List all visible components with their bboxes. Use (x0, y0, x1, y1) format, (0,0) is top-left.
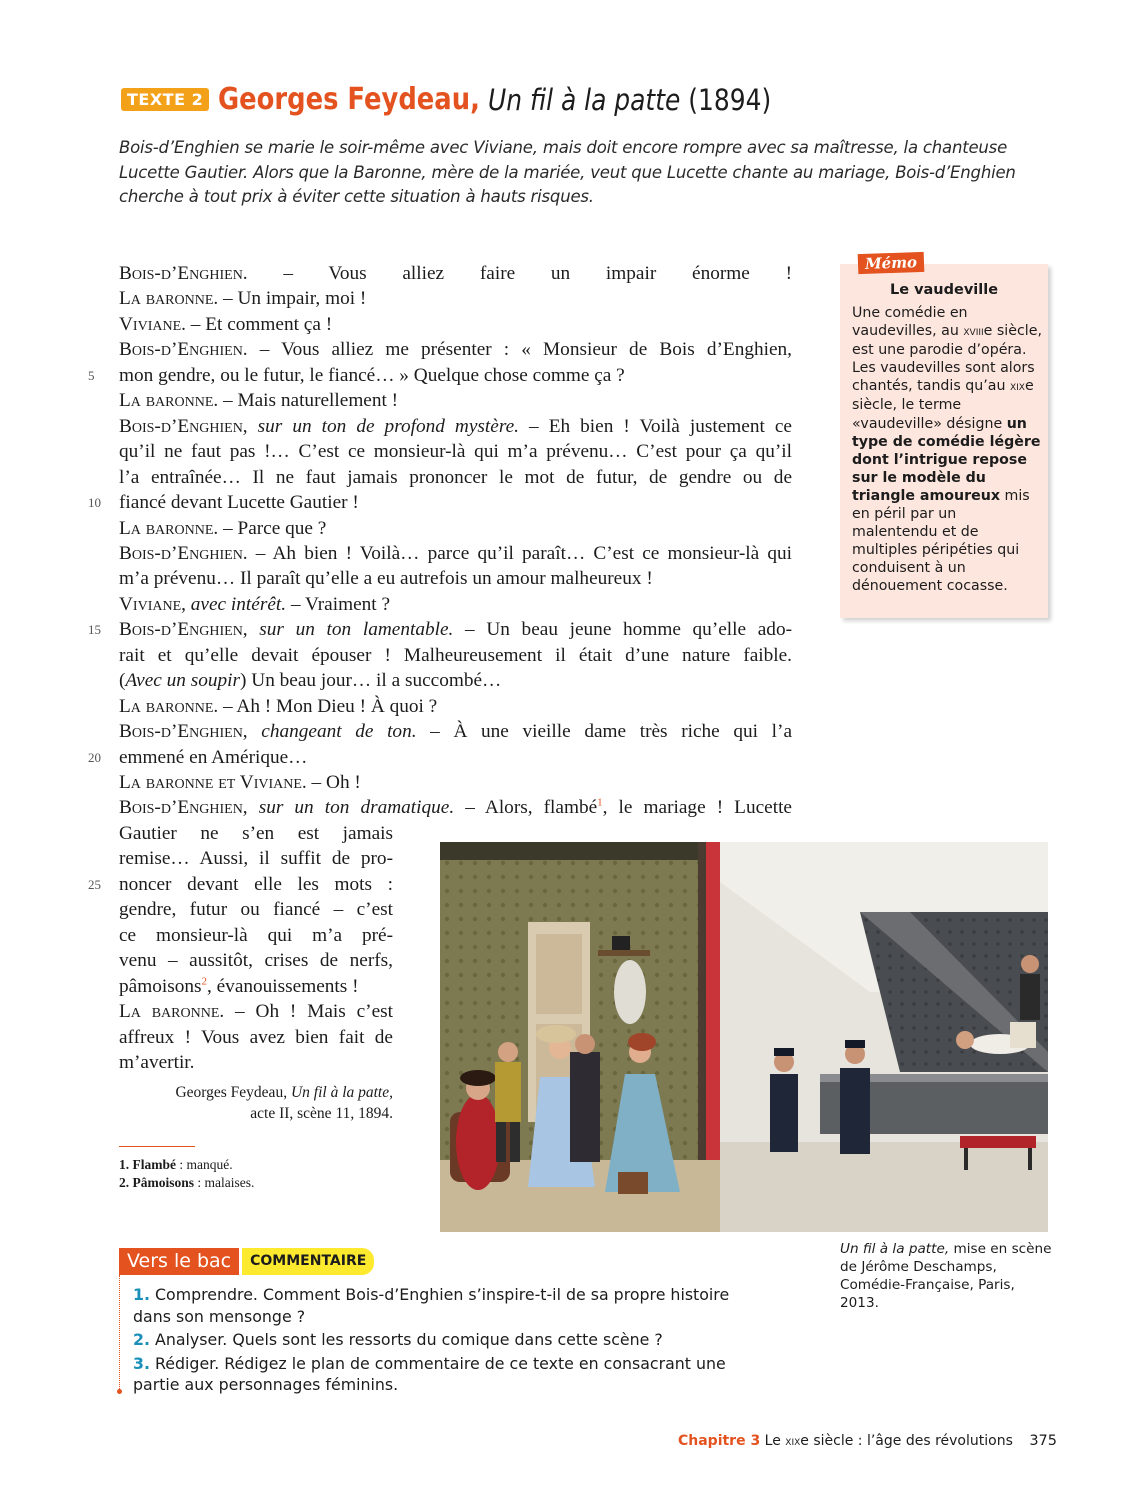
text-line (119, 795, 792, 820)
line-text: – Alors, flambé (454, 797, 598, 819)
text-line (119, 897, 393, 922)
text-line (119, 388, 398, 413)
memo-box (840, 253, 1048, 618)
line-text: qu’il ne faut pas !… C’est ce monsieur-là qui m’a prévenu… C’est pour ça qu’il (119, 441, 792, 463)
author-name: Georges Feydeau, (218, 82, 481, 117)
speaker: Bois-d’Enghien. (119, 263, 248, 284)
text-line (119, 923, 393, 948)
line-text: ) Un beau jour… il a succombé… (240, 670, 502, 692)
work-title (488, 83, 771, 117)
line-text: , le mariage ! Lucette (602, 797, 792, 819)
text-line (119, 465, 792, 490)
speaker: La baronne. (119, 517, 219, 539)
chapter-title-text: e siècle : l’âge des révolutions (800, 1433, 1013, 1449)
exam-header (119, 1248, 374, 1275)
question-keyword: Rédiger. (155, 1353, 220, 1373)
line-text: – Eh bien ! Voilà justement ce (519, 415, 792, 437)
speaker: Viviane, (119, 593, 186, 615)
line-text: , évanouissements ! (206, 975, 359, 997)
text-line (119, 1025, 393, 1050)
text-line (119, 414, 792, 439)
memo-body (852, 304, 1042, 596)
line-text: remise… Aussi, il suffit de pro- (119, 848, 393, 870)
source-work: Un fil à la patte, (290, 1084, 393, 1101)
question-number: 2. (133, 1330, 150, 1349)
page-number: 375 (1029, 1433, 1057, 1449)
text-line (119, 516, 326, 541)
line-text: pâmoisons (119, 975, 202, 997)
line-text: – Ah ! Mon Dieu ! À quoi ? (218, 695, 438, 717)
line-text: ce monsieur-là qui m’a pré- (119, 924, 393, 946)
speaker: La baronne. (119, 288, 219, 310)
footnotes (119, 1156, 419, 1191)
text-line (119, 592, 390, 617)
line-number: 10 (88, 495, 101, 511)
question (133, 1329, 733, 1351)
text-line (119, 999, 393, 1024)
chapter-title (765, 1433, 1013, 1449)
text-line (119, 694, 437, 719)
speaker: Bois-d’Enghien. (119, 339, 248, 361)
text-line (119, 566, 653, 591)
line-number: 20 (88, 749, 101, 765)
stage-direction: sur un ton de profond mystère. (247, 415, 519, 437)
memo-definition: un type de comédie légère dont l’intrigue repose sur le modèle du triangle amoureux (852, 415, 1041, 504)
memo-text: Une comédie en vaudevilles, au (852, 305, 968, 340)
page-footer (678, 1433, 1057, 1449)
line-text: – Ah bien ! Voilà… parce qu’il paraît… C’est ce monsieur-là qui (247, 542, 792, 564)
text-line (119, 490, 359, 515)
stage-photo-illustration (440, 842, 1048, 1232)
text-badge: TEXTE 2 (121, 88, 209, 111)
text-line (119, 286, 366, 311)
stage-direction: avec intérêt. (185, 593, 287, 615)
line-text: m’avertir. (119, 1051, 195, 1073)
line-text: m’a prévenu… Il paraît qu’elle a eu autrefois un amour malheureux ! (119, 568, 653, 590)
century: xix (785, 1434, 801, 1449)
text-line (119, 846, 393, 871)
photo-caption (840, 1240, 1055, 1312)
footnote-def: : manqué. (176, 1157, 233, 1172)
line-number: 15 (88, 622, 101, 638)
text-line (119, 872, 393, 897)
speaker: La baronne. (119, 695, 219, 717)
stage-photo (440, 842, 1048, 1232)
chapter-title-text: Le (764, 1433, 786, 1449)
line-text: – À une vieille dame très riche qui l’a (416, 721, 792, 743)
memo-text: e siècle, est une parodie d’opéra. Les vaudevilles sont alors chantés, tandis qu’au (852, 323, 1042, 395)
chapter-label: Chapitre 3 (677, 1433, 761, 1449)
line-text: – Vraiment ? (286, 593, 391, 615)
memo-title: Le vaudeville (889, 282, 999, 298)
line-text: venu – aussitôt, crises de nerfs, (119, 950, 393, 972)
text-line (119, 439, 792, 464)
speaker: Bois-d’Enghien, (119, 797, 248, 819)
speaker: Bois-d’Enghien. (119, 542, 248, 564)
speaker: Bois-d’Enghien, (119, 415, 248, 437)
question-number: 3. (133, 1353, 150, 1373)
century: xviii (963, 324, 984, 340)
line-text: – Un beau jeune homme qu’elle ado- (453, 619, 793, 641)
line-text: emmené en Amérique… (119, 746, 308, 768)
memo-text: mis en péril par un malentendu et de multiples péripéties qui conduisent à un dénouement cocasse. (852, 487, 1030, 595)
question-keyword: Comprendre. (155, 1285, 258, 1304)
text-line (119, 668, 501, 693)
text-line (119, 541, 792, 566)
memo-text: e siècle, le terme «vaudeville» désigne (852, 378, 1034, 432)
text-line (119, 312, 332, 337)
line-text: Gautier ne s’en est jamais (119, 822, 393, 844)
introduction: Bois-d’Enghien se marie le soir-même avec Viviane, mais doit encore rompre avec sa maîtresse, la chanteuse Lucette Gautier. Alors que la Baronne, mère de la mariée, veut que Lucette chante au mariage, Bois-d’Enghien cherche à tout prix à éviter cette situation à hauts risques. (119, 138, 1016, 206)
text-line (119, 821, 393, 846)
exam-questions (133, 1284, 733, 1398)
speaker: Bois-d’Enghien, (119, 619, 248, 641)
source-ref: acte II, scène 11, 1894. (250, 1105, 393, 1122)
question-number: 1. (133, 1285, 150, 1304)
text-line (119, 974, 359, 999)
footnote-term: 2. Pâmoisons (119, 1174, 195, 1190)
line-text: – Mais naturellement ! (218, 390, 399, 412)
line-text: – Parce que ? (218, 517, 327, 539)
question (133, 1353, 733, 1396)
question-text: Rédigez le plan de commentaire de ce texte en consacrant une partie aux personnages féminins. (133, 1353, 726, 1394)
footnote-term: 1. Flambé (119, 1157, 176, 1172)
work-year: (1894) (688, 82, 772, 117)
stage-direction: sur un ton lamentable. (247, 619, 454, 641)
footnote-ref: 2 (201, 975, 207, 988)
footnote (119, 1174, 419, 1192)
footnote (119, 1156, 419, 1174)
text-line (119, 770, 361, 795)
source-citation (119, 1082, 393, 1124)
text-line (119, 363, 625, 388)
text-line (119, 617, 792, 642)
memo-tag: Mémo (858, 252, 925, 274)
line-text: – Vous alliez me présenter : « Monsieur de Bois d’Enghien, (247, 339, 792, 361)
line-text: fiancé devant Lucette Gautier ! (119, 492, 359, 514)
line-text: mon gendre, ou le futur, le fiancé… » Quelque chose comme ça ? (119, 364, 625, 386)
text-line (119, 719, 792, 744)
question-keyword: Analyser. (155, 1330, 228, 1349)
line-text: gendre, futur ou fiancé – c’est (119, 899, 393, 921)
line-text: – Et comment ça ! (185, 313, 333, 335)
exam-label: Vers le bac (119, 1248, 239, 1275)
text-line (119, 1050, 195, 1075)
caption-text: mise en scène de Jérôme Deschamps, Comédie-Française, Paris, 2013. (840, 1241, 1052, 1311)
line-text: – Vous alliez faire un impair énorme ! (247, 263, 792, 284)
line-text: affreux ! Vous avez bien fait de (119, 1026, 393, 1048)
footnote-ref: 1 (597, 797, 603, 810)
exam-type: COMMENTAIRE (242, 1248, 374, 1275)
source-author: Georges Feydeau, (175, 1084, 288, 1101)
work-italic: Un fil à la patte (487, 82, 681, 117)
line-number: 25 (88, 876, 101, 892)
speaker: Bois-d’Enghien, (119, 721, 248, 743)
exam-rule-dot (117, 1389, 122, 1394)
line-text: rait et qu’elle devait épouser ! Malheureusement il était d’une nature faible. (119, 644, 792, 666)
line-text: – Oh ! Mais c’est (224, 1001, 393, 1023)
text-line (119, 261, 792, 286)
line-number: 5 (88, 367, 95, 383)
exam-rule (119, 1275, 120, 1393)
title-block (121, 82, 817, 122)
speaker: La baronne. (119, 1001, 225, 1023)
paren: ( (119, 670, 126, 692)
line-text: – Un impair, moi ! (218, 288, 367, 310)
text-line (119, 337, 792, 362)
footnote-def: : malaises. (194, 1174, 255, 1190)
question (133, 1284, 733, 1327)
line-text: – Oh ! (306, 772, 361, 793)
footnote-divider (119, 1146, 195, 1147)
stage-direction: Avec un soupir (125, 670, 241, 692)
speaker: Viviane. (119, 313, 186, 335)
caption-work: Un fil à la patte, (840, 1241, 950, 1257)
stage-direction: sur un ton dramatique. (247, 797, 455, 819)
text-line (119, 745, 307, 770)
century: xix (1009, 379, 1025, 395)
question-text: Comment Bois-d’Enghien s’inspire-t-il de sa propre histoire dans son mensonge ? (133, 1285, 730, 1326)
text-line (119, 948, 393, 973)
line-text: l’a entraînée… Il ne faut jamais prononcer le mot de futur, de gendre ou de (119, 466, 792, 488)
text-line (119, 643, 792, 668)
stage-direction: changeant de ton. (247, 721, 417, 743)
speaker: La baronne. (119, 390, 219, 412)
line-text: noncer devant elle les mots : (119, 873, 393, 895)
question-text: Quels sont les ressorts du comique dans cette scène ? (227, 1330, 663, 1349)
speaker: La baronne et Viviane. (119, 772, 307, 793)
